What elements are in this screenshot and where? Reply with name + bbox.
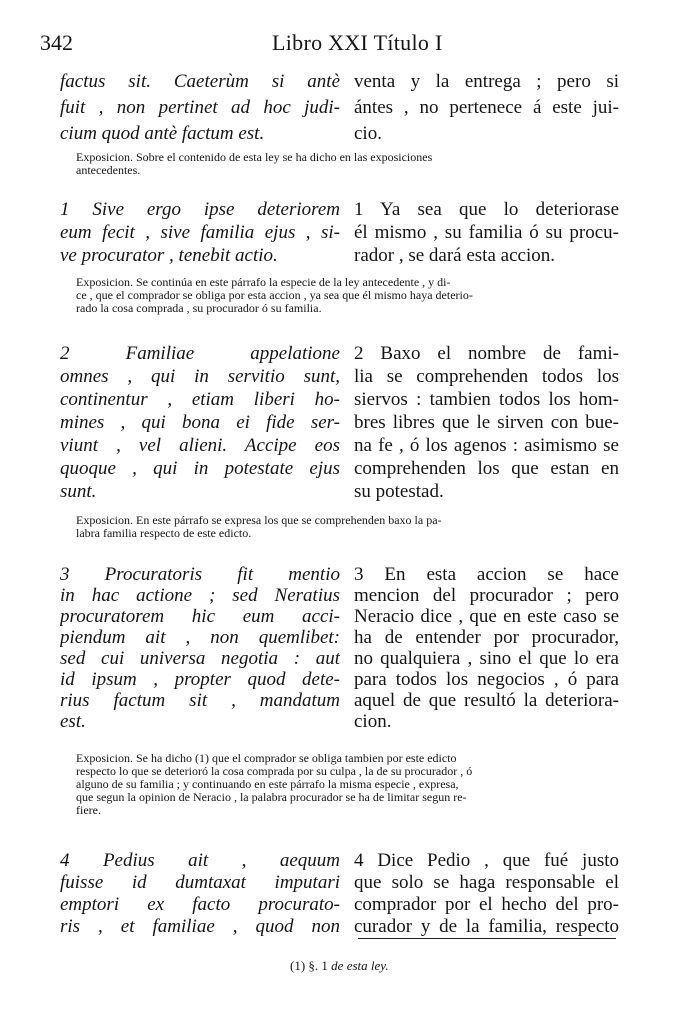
- text-line: mencion del procurador ; pero: [354, 585, 619, 606]
- text-line: venta y la entrega ; pero si: [354, 71, 619, 92]
- text-line: 2 Baxo el nombre de fami-: [354, 343, 619, 364]
- text-line: quoque , qui in potestate ejus: [60, 458, 340, 479]
- text-line: Neracio dice , que en este caso se: [354, 606, 619, 627]
- text-line: fuisse id dumtaxat imputari: [60, 872, 340, 893]
- text-line: 4 Dice Pedio , que fué justo: [354, 850, 619, 871]
- latin-column: [60, 564, 340, 732]
- text-line: sunt.: [60, 481, 97, 502]
- text-line: cium quod antè factum est.: [60, 123, 265, 144]
- text-line: comprehenden los que estan en: [354, 458, 619, 479]
- footnote-rule: [358, 938, 616, 939]
- text-line: 1 Ya sea que lo deteriorase: [354, 199, 619, 220]
- text-line: para todos los negocios , ó para: [354, 669, 619, 690]
- text-line: mines , qui bona ei fide ser-: [60, 412, 340, 433]
- text-line: ce , que el comprador se obliga por esta accion , ya sea que él mismo haya deterio-: [76, 289, 473, 302]
- text-line: in hac actione ; sed Neratius: [60, 585, 340, 606]
- text-line: cion.: [354, 711, 392, 732]
- text-line: 2 Familiae appelatione: [60, 343, 340, 364]
- text-line: respecto lo que se deterioró la cosa comprada por su culpa , la de su procurador , ó: [76, 765, 473, 778]
- text-line: omnes , qui in servitio sunt,: [60, 366, 340, 387]
- text-line: rius factum sit , mandatum: [60, 690, 340, 711]
- text-line: continentur , etiam liberi ho-: [60, 389, 340, 410]
- text-line: sed cui universa negotia : aut: [60, 648, 340, 669]
- text-line: ve procurator , tenebit actio.: [60, 245, 278, 266]
- latin-column: [60, 198, 340, 267]
- text-line: Exposicion. Se ha dicho (1) que el comprador se obliga tambien por este edicto: [76, 752, 457, 765]
- text-line: viunt , vel alieni. Accipe eos: [60, 435, 340, 456]
- spanish-column: [354, 342, 619, 503]
- text-line: 1 Sive ergo ipse deteriorem: [60, 199, 340, 220]
- text-line: est.: [60, 711, 86, 732]
- latin-column: [60, 342, 340, 503]
- text-line: 3 En esta accion se hace: [354, 564, 619, 585]
- text-line: eum fecit , sive familia ejus , si-: [60, 222, 340, 243]
- footnote-marker: (1) §. 1: [290, 958, 328, 973]
- text-line: factus sit. Caeterùm si antè: [60, 71, 340, 92]
- spanish-column: [354, 198, 619, 267]
- spanish-column: [354, 564, 619, 732]
- text-line: Exposicion. En este párrafo se expresa los que se comprehenden baxo la pa-: [76, 514, 442, 527]
- text-line: Exposicion. Se continúa en este párrafo la especie de la ley antecedente , y di-: [76, 276, 451, 289]
- text-line: rado la cosa comprada , su procurador ó su familia.: [76, 302, 322, 315]
- footnote-text: de esta ley.: [331, 958, 389, 973]
- text-line: que solo se haga responsable el: [354, 872, 619, 893]
- text-line: fuit , non pertinet ad hoc judi-: [60, 97, 340, 118]
- exposicion-note: [76, 276, 616, 315]
- text-line: piendum ait , non quemlibet:: [60, 627, 340, 648]
- text-line: rador , se dará esta accion.: [354, 245, 555, 266]
- exposicion-note: [76, 752, 616, 817]
- exposicion-note: [76, 514, 616, 540]
- text-line: emptori ex facto procurato-: [60, 894, 340, 915]
- text-line: bres libres que le sirven con bue-: [354, 412, 619, 433]
- text-line: lia se comprehenden todos los: [354, 366, 619, 387]
- text-line: alguno de su familia ; y continuando en este párrafo la misma especie , expresa,: [76, 778, 459, 791]
- text-line: cio.: [354, 123, 382, 144]
- text-line: labra familia respecto de este edicto.: [76, 527, 252, 540]
- text-line: id ipsum , propter quod dete-: [60, 669, 340, 690]
- text-line: no qualquiera , sino el que lo era: [354, 648, 619, 669]
- text-line: procuratorem hic eum acci-: [60, 606, 340, 627]
- text-line: comprador por el hecho del pro-: [354, 894, 619, 915]
- page-header: [40, 30, 640, 60]
- text-line: fiere.: [76, 804, 101, 817]
- text-line: ántes , no pertenece á este jui-: [354, 97, 619, 118]
- latin-column: [60, 850, 340, 938]
- latin-column: [60, 69, 340, 147]
- text-line: su potestad.: [354, 481, 444, 502]
- text-line: él mismo , su familia ó su procu-: [354, 222, 619, 243]
- spanish-column: [354, 69, 619, 147]
- text-line: Exposicion. Sobre el contenido de esta ley se ha dicho en las exposiciones: [76, 151, 433, 164]
- text-line: na fe , ó los agenos : asimismo se: [354, 435, 619, 456]
- text-line: ris , et familiae , quod non: [60, 916, 340, 937]
- footnote: [290, 958, 389, 974]
- text-line: aquel de que resultó la deteriora-: [354, 690, 619, 711]
- running-head: Libro XXI Título I: [272, 30, 443, 55]
- text-line: que segun la opinion de Neracio , la palabra procurador se ha de limitar segun re-: [76, 791, 467, 804]
- text-line: curador y de la familia, respecto: [354, 916, 619, 937]
- page-number: 342: [40, 30, 73, 55]
- text-line: antecedentes.: [76, 164, 141, 177]
- spanish-column: [354, 850, 619, 938]
- text-line: siervos : tambien todos los hom-: [354, 389, 619, 410]
- text-line: 3 Procuratoris fit mentio: [60, 564, 340, 585]
- text-line: 4 Pedius ait , aequum: [60, 850, 340, 871]
- exposicion-note: [76, 151, 616, 177]
- text-line: ha de entender por procurador,: [354, 627, 619, 648]
